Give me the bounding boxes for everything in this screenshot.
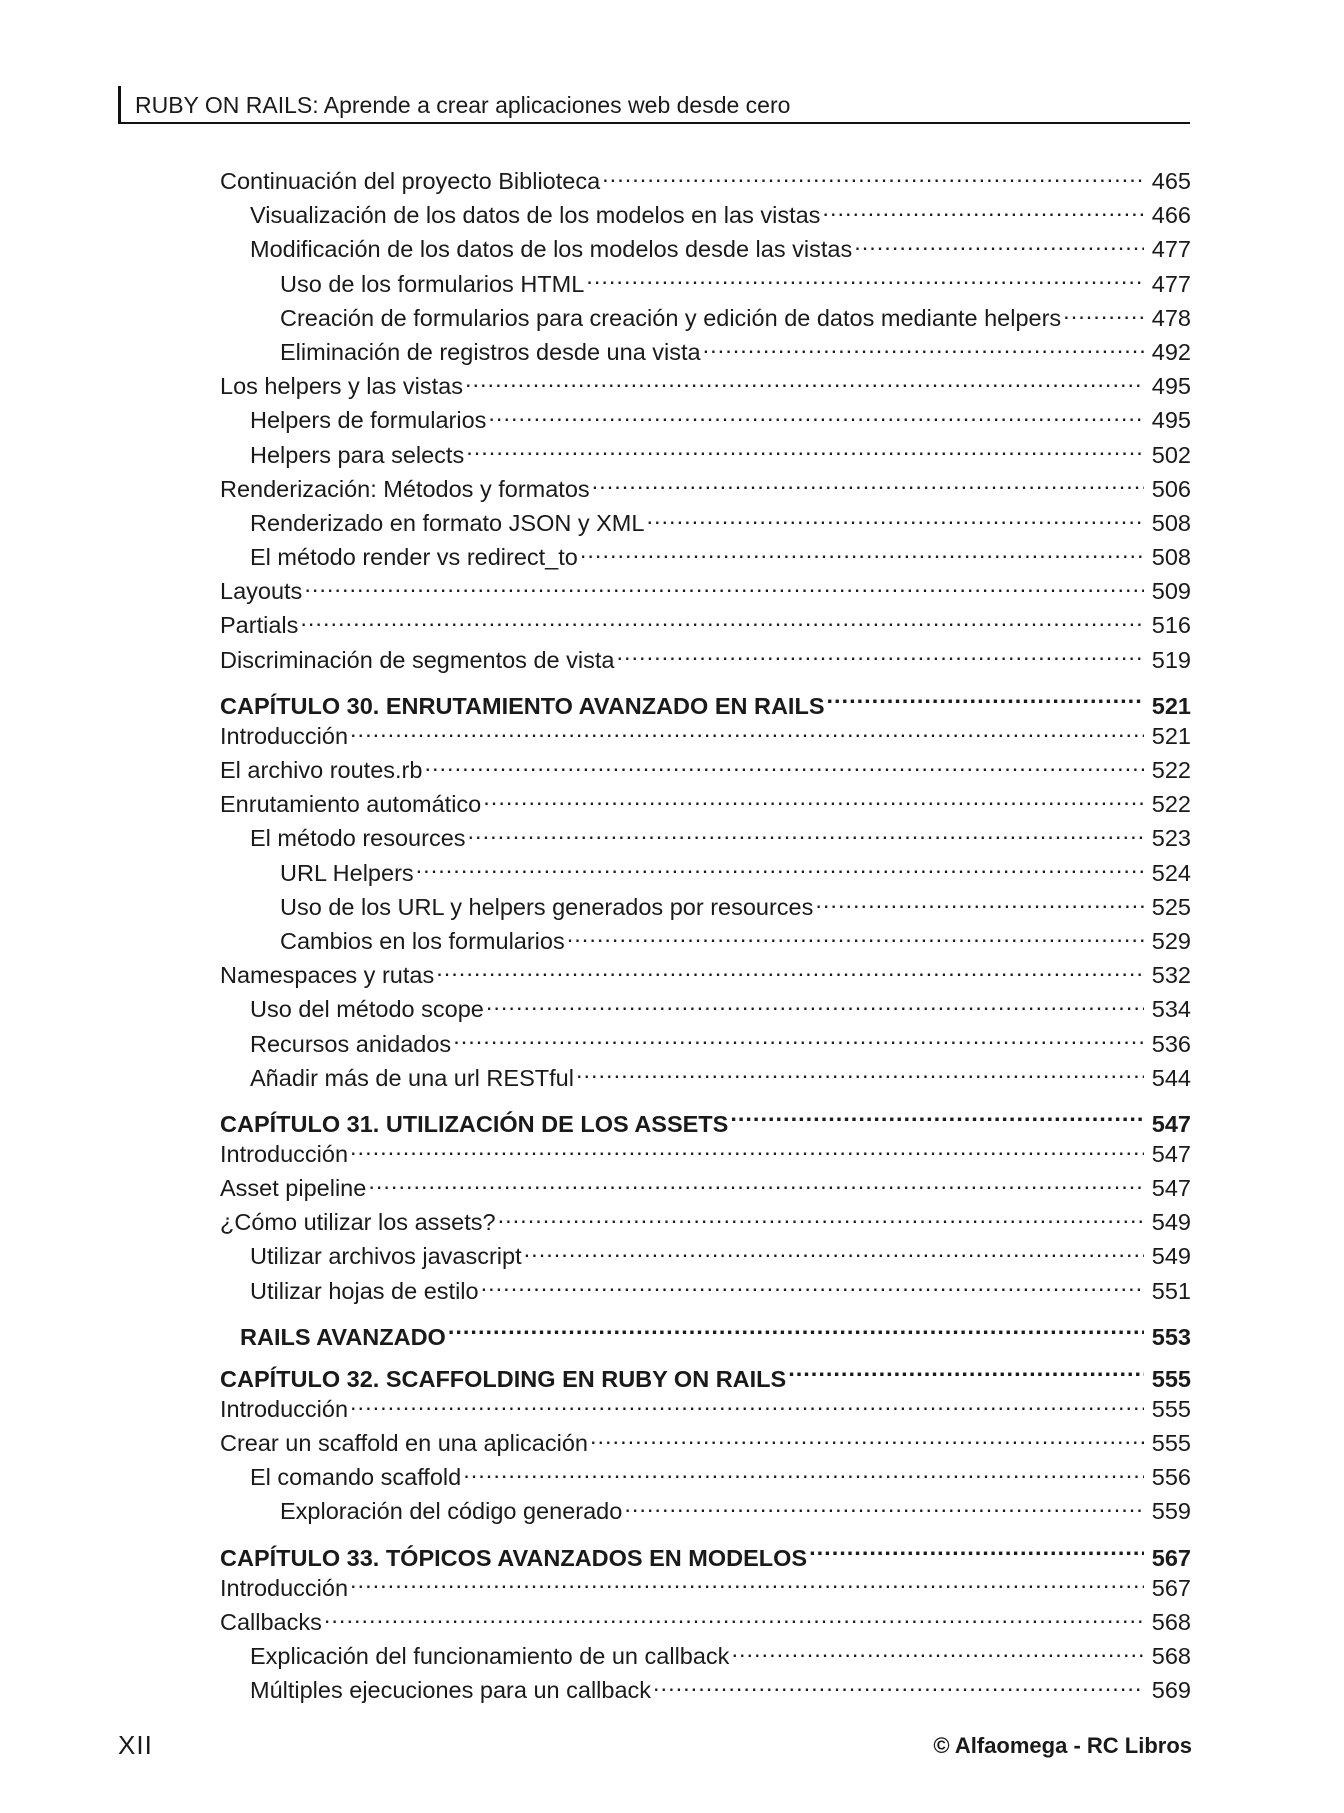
- dot-leader: [350, 1393, 1144, 1417]
- toc-entry-page: 544: [1151, 1064, 1191, 1091]
- toc-entry-title: Renderizado en formato JSON y XML: [250, 509, 645, 536]
- toc-chapter-heading: [220, 1095, 1191, 1137]
- dot-leader: [350, 1138, 1144, 1162]
- publisher-credit: © Alfaomega - RC Libros: [933, 1733, 1192, 1758]
- toc-entry-page: 508: [1151, 544, 1191, 571]
- dot-leader: [304, 576, 1144, 600]
- toc-entry-page: 522: [1151, 791, 1191, 818]
- dot-leader: [463, 1462, 1144, 1486]
- toc-part-heading: [220, 1308, 1191, 1350]
- toc-subentry: [220, 1673, 1191, 1707]
- dot-leader: [731, 1640, 1144, 1664]
- toc-entry: [220, 1137, 1191, 1171]
- toc-entry-title: Helpers para selects: [250, 441, 465, 468]
- toc-entry-title: El método resources: [250, 825, 466, 852]
- dot-leader: [324, 1606, 1144, 1630]
- toc-entry-title: Añadir más de una url RESTful: [250, 1064, 574, 1091]
- dot-leader: [350, 1572, 1144, 1596]
- toc-entry: [220, 958, 1191, 992]
- toc-entry-page: 567: [1151, 1544, 1191, 1571]
- toc-entry-page: 529: [1151, 927, 1191, 954]
- toc-subsubentry: [220, 924, 1191, 958]
- toc-entry-page: 523: [1151, 825, 1191, 852]
- toc-entry-title: Múltiples ejecuciones para un callback: [250, 1677, 652, 1704]
- dot-leader: [424, 755, 1144, 779]
- toc-entry-title: Introducción: [220, 1395, 349, 1422]
- toc-subentry: [220, 1027, 1191, 1061]
- dot-leader: [488, 405, 1144, 429]
- toc-entry-page: 495: [1151, 407, 1191, 434]
- toc-entry-page: 521: [1151, 692, 1191, 719]
- dot-leader: [602, 166, 1144, 190]
- page-number: XII: [118, 1730, 153, 1760]
- dot-leader: [498, 1207, 1144, 1231]
- toc-entry-title: Visualización de los datos de los modelos en las vistas: [250, 202, 821, 229]
- toc-entry-title: ¿Cómo utilizar los assets?: [220, 1209, 496, 1236]
- toc-entry-title: Uso de los URL y helpers generados por resources: [280, 893, 814, 920]
- toc-entry-page: 506: [1151, 475, 1191, 502]
- toc-entry-page: 534: [1151, 996, 1191, 1023]
- toc-entry-page: 549: [1151, 1243, 1191, 1270]
- toc-entry-title: Renderización: Métodos y formatos: [220, 475, 590, 502]
- toc-entry-title: Introducción: [220, 722, 349, 749]
- toc-entry: [220, 1392, 1191, 1426]
- toc-entry-title: Utilizar hojas de estilo: [250, 1277, 479, 1304]
- toc-entry-title: Modificación de los datos de los modelos desde las vistas: [250, 236, 853, 263]
- toc-entry: [220, 753, 1191, 787]
- toc-entry: [220, 472, 1191, 506]
- toc-entry-page: 547: [1151, 1110, 1191, 1137]
- dot-leader: [815, 891, 1144, 915]
- toc-entry-title: Helpers de formularios: [250, 407, 487, 434]
- toc-entry-page: 465: [1151, 168, 1191, 194]
- toc-entry-page: 466: [1151, 202, 1191, 229]
- toc-entry-page: 568: [1151, 1608, 1191, 1635]
- toc-entry: [220, 164, 1191, 198]
- dot-leader: [730, 1108, 1144, 1132]
- dot-leader: [788, 1363, 1144, 1387]
- toc-entry-title: Continuación del proyecto Biblioteca: [220, 168, 601, 194]
- dot-leader: [592, 473, 1144, 497]
- toc-entry: [220, 787, 1191, 821]
- toc-entry-page: 555: [1151, 1395, 1191, 1422]
- toc-subentry: [220, 1639, 1191, 1673]
- dot-leader: [809, 1542, 1144, 1566]
- dot-leader: [653, 1675, 1144, 1699]
- toc-subentry: [220, 506, 1191, 540]
- toc-entry: [220, 1205, 1191, 1239]
- toc-entry-page: 547: [1151, 1175, 1191, 1202]
- toc-entry-page: 559: [1151, 1498, 1191, 1525]
- toc-entry: [220, 574, 1191, 608]
- toc-entry-title: RAILS AVANZADO: [240, 1323, 446, 1350]
- toc-entry-title: CAPÍTULO 33. TÓPICOS AVANZADOS EN MODELOS: [220, 1544, 808, 1571]
- toc-subentry: [220, 1274, 1191, 1308]
- dot-leader: [483, 789, 1144, 813]
- toc-subentry: [220, 540, 1191, 574]
- dot-leader: [481, 1275, 1144, 1299]
- toc-entry-title: Recursos anidados: [250, 1030, 452, 1057]
- toc-subentry: [220, 403, 1191, 437]
- toc-entry: [220, 608, 1191, 642]
- toc-chapter-heading: [220, 677, 1191, 719]
- dot-leader: [646, 507, 1144, 531]
- toc-subentry: [220, 1061, 1191, 1095]
- toc-entry-page: 521: [1151, 722, 1191, 749]
- toc-entry-title: Partials: [220, 612, 299, 639]
- dot-leader: [368, 1173, 1144, 1197]
- toc-entry-page: 532: [1151, 962, 1191, 989]
- dot-leader: [465, 371, 1144, 395]
- toc-entry-title: Los helpers y las vistas: [220, 373, 463, 400]
- toc-entry-title: Uso del método scope: [250, 996, 484, 1023]
- dot-leader: [703, 336, 1144, 360]
- toc-entry-page: 536: [1151, 1030, 1191, 1057]
- header-title: RUBY ON RAILS: Aprende a crear aplicaciones web desde cero: [135, 92, 791, 118]
- toc-entry-title: URL Helpers: [280, 859, 414, 886]
- toc-subsubentry: [220, 335, 1191, 369]
- dot-leader: [350, 720, 1144, 744]
- table-of-contents: [220, 164, 1191, 1707]
- toc-entry-title: Introducción: [220, 1140, 349, 1167]
- toc-entry-page: 551: [1151, 1277, 1191, 1304]
- dot-leader: [576, 1062, 1144, 1086]
- running-header: [118, 86, 1190, 124]
- toc-entry-page: 477: [1151, 236, 1191, 263]
- toc-subentry: [220, 821, 1191, 855]
- toc-entry-page: 478: [1151, 304, 1191, 331]
- dot-leader: [586, 268, 1144, 292]
- toc-entry: [220, 1605, 1191, 1639]
- dot-leader: [624, 1496, 1144, 1520]
- toc-entry-title: CAPÍTULO 32. SCAFFOLDING EN RUBY ON RAILS: [220, 1365, 787, 1392]
- dot-leader: [466, 439, 1144, 463]
- toc-entry-page: 477: [1151, 270, 1191, 297]
- toc-entry-page: 492: [1151, 338, 1191, 365]
- toc-entry-page: 556: [1151, 1464, 1191, 1491]
- dot-leader: [567, 925, 1144, 949]
- toc-entry-page: 524: [1151, 859, 1191, 886]
- toc-subsubentry: [220, 301, 1191, 335]
- toc-entry-page: 553: [1151, 1323, 1191, 1350]
- dot-leader: [822, 200, 1144, 224]
- toc-entry: [220, 1571, 1191, 1605]
- dot-leader: [448, 1321, 1144, 1345]
- toc-entry-title: CAPÍTULO 30. ENRUTAMIENTO AVANZADO EN RAILS: [220, 692, 825, 719]
- dot-leader: [827, 690, 1145, 714]
- toc-subsubentry: [220, 1494, 1191, 1528]
- dot-leader: [436, 960, 1144, 984]
- toc-entry-page: 508: [1151, 509, 1191, 536]
- dot-leader: [590, 1428, 1144, 1452]
- toc-entry-title: El archivo routes.rb: [220, 757, 423, 783]
- toc-entry: [220, 1171, 1191, 1205]
- toc-entry-page: 555: [1151, 1430, 1191, 1456]
- toc-entry-page: 516: [1151, 612, 1191, 639]
- toc-entry-page: 555: [1151, 1365, 1191, 1392]
- toc-entry-title: Exploración del código generado: [280, 1498, 623, 1525]
- dot-leader: [486, 994, 1144, 1018]
- toc-subsubentry: [220, 856, 1191, 890]
- toc-entry-title: Namespaces y rutas: [220, 962, 435, 989]
- toc-subsubentry: [220, 890, 1191, 924]
- toc-entry-page: 547: [1151, 1140, 1191, 1167]
- toc-entry-title: El método render vs redirect_to: [250, 544, 578, 571]
- toc-entry-title: El comando scaffold: [250, 1464, 462, 1491]
- toc-entry-page: 519: [1151, 646, 1191, 673]
- dot-leader: [416, 857, 1144, 881]
- toc-entry-title: CAPÍTULO 31. UTILIZACIÓN DE LOS ASSETS: [220, 1110, 729, 1137]
- dot-leader: [854, 234, 1144, 258]
- toc-chapter-heading: [220, 1529, 1191, 1571]
- toc-entry-title: Crear un scaffold en una aplicación: [220, 1430, 588, 1456]
- toc-subsubentry: [220, 267, 1191, 301]
- dot-leader: [580, 542, 1144, 566]
- dot-leader: [524, 1241, 1144, 1265]
- toc-entry-title: Layouts: [220, 578, 303, 605]
- toc-entry: [220, 369, 1191, 403]
- toc-entry-page: 549: [1151, 1209, 1191, 1236]
- toc-subentry: [220, 1460, 1191, 1494]
- toc-entry-title: Callbacks: [220, 1608, 322, 1635]
- toc-entry-title: Enrutamiento automático: [220, 791, 482, 818]
- toc-entry-title: Creación de formularios para creación y edición de datos mediante helpers: [280, 304, 1062, 331]
- toc-entry-title: Explicación del funcionamiento de un callback: [250, 1642, 730, 1669]
- toc-entry-page: 495: [1151, 373, 1191, 400]
- toc-entry-title: Discriminación de segmentos de vista: [220, 646, 615, 673]
- toc-entry-title: Asset pipeline: [220, 1175, 367, 1202]
- dot-leader: [616, 644, 1144, 668]
- toc-entry-title: Eliminación de registros desde una vista: [280, 338, 701, 365]
- toc-entry: [220, 719, 1191, 753]
- toc-subentry: [220, 198, 1191, 232]
- toc-subentry: [220, 992, 1191, 1026]
- toc-entry-title: Utilizar archivos javascript: [250, 1243, 522, 1270]
- toc-entry-page: 568: [1151, 1642, 1191, 1669]
- toc-subentry: [220, 438, 1191, 472]
- dot-leader: [300, 610, 1144, 634]
- toc-entry: [220, 1426, 1191, 1460]
- toc-entry-title: Uso de los formularios HTML: [280, 270, 585, 297]
- toc-entry-page: 567: [1151, 1574, 1191, 1601]
- toc-entry-page: 569: [1151, 1677, 1191, 1704]
- toc-subentry: [220, 232, 1191, 266]
- toc-entry-page: 509: [1151, 578, 1191, 605]
- toc-entry-page: 522: [1151, 757, 1191, 783]
- dot-leader: [1063, 302, 1144, 326]
- toc-entry-page: 525: [1151, 893, 1191, 920]
- toc-entry: [220, 643, 1191, 677]
- toc-entry-title: Cambios en los formularios: [280, 927, 565, 954]
- toc-entry-page: 502: [1151, 441, 1191, 468]
- toc-subentry: [220, 1239, 1191, 1273]
- dot-leader: [468, 823, 1144, 847]
- dot-leader: [453, 1028, 1144, 1052]
- toc-entry-title: Introducción: [220, 1574, 349, 1601]
